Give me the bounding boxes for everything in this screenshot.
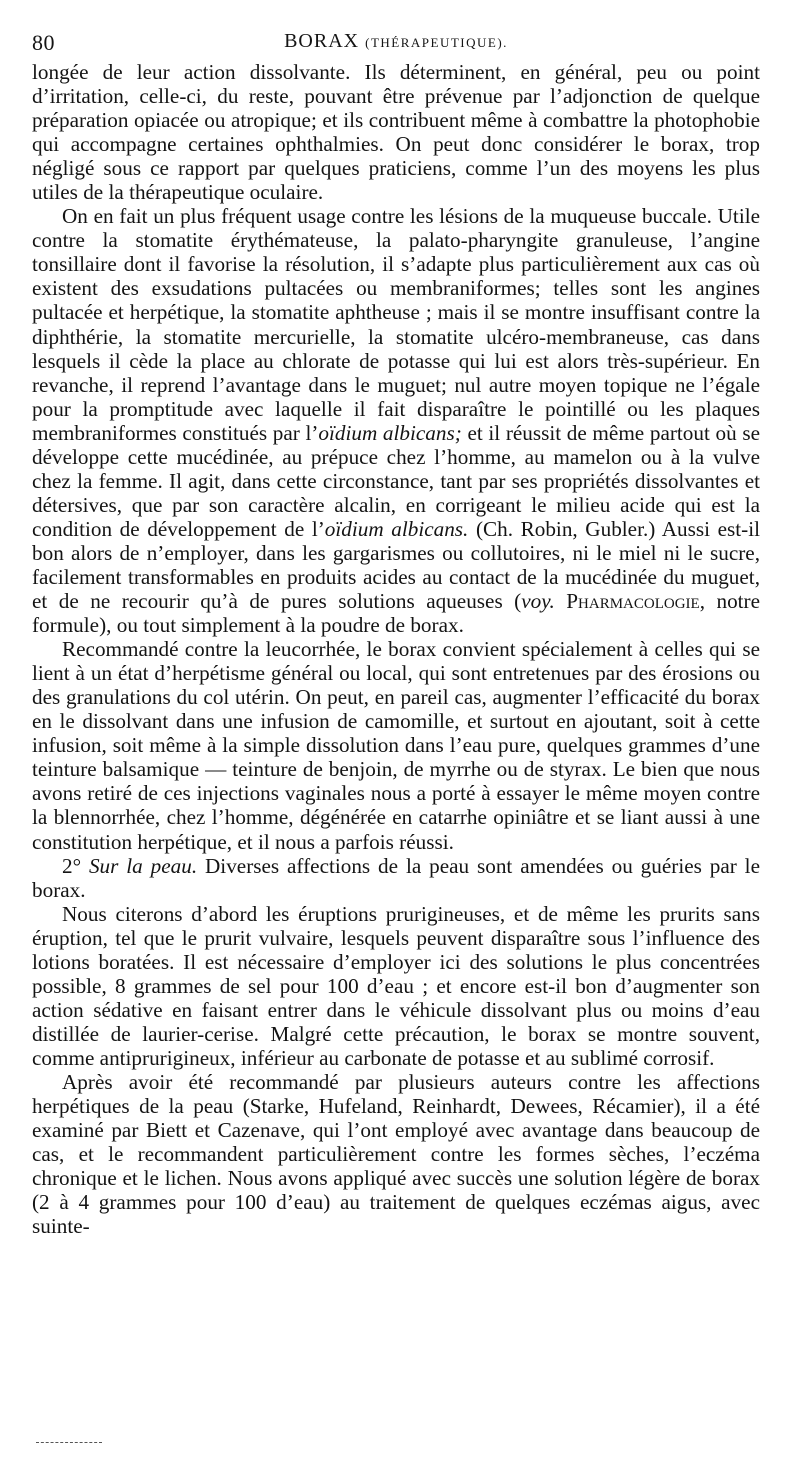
page-header — [32, 26, 760, 60]
italic-reference: voy. — [521, 589, 555, 614]
body-text — [32, 60, 760, 1238]
running-head-title: BORAX — [284, 30, 360, 52]
running-head-subtitle: (THÉRAPEUTIQUE). — [365, 35, 508, 50]
text-run: On en fait un plus fréquent usage contre les lésions de la muqueuse buccale. Utile contre la stomatite érythémateuse, la palato-pharyngite granuleuse, l’angine tonsillaire dont il favorise la résolution, il s’adapte plus particulièrement aux cas où existent des exsudations pultacées ou membraniformes; telles sont les angines pultacée et herpétique, la stomatite aphtheuse ; mais il se montre insuffisant contre la diphthérie, la stomatite mercurielle, la stomatite ulcéro-membraneuse, cas dans lesquels il cède la place au chlorate de potasse qui lui est alors très-supérieur. En revanche, il reprend l’avantage dans le muguet; nul autre moyen topique ne l’égale pour la promptitude avec laquelle il fait disparaître le pointillé ou les plaques membraniformes constitués par l’ — [32, 204, 760, 445]
text-run: et il réussit de même partout où se développe cette mucédinée, au prépuce chez l’homme, au mamelon ou à la vulve chez la femme. Il agit, dans cette circonstance, tant par ses propriétés dissolvantes et détersives, que par son caractère alcalin, en corrigeant le milieu acide qui est la condition de développement de l’ — [32, 420, 761, 541]
page-number: 80 — [32, 30, 55, 55]
running-head — [32, 30, 760, 53]
italic-term: oïdium albicans. — [324, 516, 469, 541]
section-number: 2° — [62, 853, 89, 878]
paragraph-prurigo: Nous citerons d’abord les éruptions prurigineuses, et de même les prurits sans éruption, tel que le prurit vulvaire, lesquels peuvent disparaître sous l’influence des lotions boratées. Il est nécessaire d’employer ici des solutions le plus concentrées possible, 8 grammes de sel pour 100 d’eau ; et encore est-il bon d’augmenter son action sédative en faisant entrer dans le véhicule dissolvant plus ou moins d’eau distillée de laurier-cerise. Malgré cette précaution, le borax se montre souvent, comme antiprurigineux, inférieur au carbonate de potasse et au sublimé corrosif. — [32, 901, 760, 1070]
section-heading-skin — [32, 854, 760, 902]
section-title: Sur la peau. — [88, 853, 198, 878]
text-run: (Ch. Robin, Gubler.) Aussi est-il bon alors de n’employer, dans les gargarismes ou collutoires, ni le miel ni le sucre, facilement transformables en produits acides au contact de la mucédinée du muguet, et de ne recourir qu’à de pures solutions aqueuses ( — [32, 516, 760, 614]
bottom-rule — [36, 1442, 102, 1443]
text-run: , notre formule), ou tout simplement à la poudre de borax. — [32, 589, 761, 638]
paragraph-herpetic-affections: Après avoir été recommandé par plusieurs auteurs contre les affections herpétiques de la peau (Starke, Hufeland, Reinhardt, Dewees, Récamier), il a été examiné par Biett et Cazenave, qui l’ont employé avec avantage dans beaucoup de cas, et le recommandent particulièrement contre les formes sèches, l’eczéma chronique et le lichen. Nous avons appliqué avec succès une solution légère de borax (2 à 4 grammes pour 100 d’eau) au traitement de quelques eczémas aigus, avec suinte- — [32, 1069, 760, 1239]
paragraph-buccal-mucosa — [32, 204, 760, 637]
paragraph-leucorrhea: Recommandé contre la leucorrhée, le borax convient spécialement à celles qui se lient à un état d’herpétisme général ou local, qui sont entretenues par des érosions ou des granulations du col utérin. On peut, en pareil cas, augmenter l’efficacité du borax en le dissolvant dans une infusion de camomille, et surtout en ajoutant, soit à cette infusion, soit même à la simple dissolution dans l’eau pure, quelques grammes d’une teinture balsamique — teinture de benjoin, de myrrhe ou de styrax. Le bien que nous avons retiré de ces injections vaginales nous a porté à essayer le même moyen contre la blennorrhée, chez l’homme, dégénérée en catarrhe opiniâtre et se liant aussi à une constitution herpétique, et il nous a parfois réussi. — [32, 637, 760, 854]
italic-term: oïdium albicans; — [318, 420, 462, 445]
paragraph-ocular-continuation: longée de leur action dissolvante. Ils déterminent, en général, peu ou point d’irritation, celle-ci, du reste, pouvant être prévenue par l’adjonction de quelque préparation opiacée ou atropique; et ils contribuent même à combattre la photophobie qui accompagne certaines ophthalmies. On peut donc considérer le borax, trop négligé sous ce rapport par quelques praticiens, comme l’un des moyens les plus utiles de la thérapeutique oculaire. — [32, 60, 760, 205]
smallcaps-reference: Pharmacologie — [566, 589, 700, 614]
text-run: Diverses affections de la peau sont amendées ou guéries par le borax. — [32, 853, 760, 902]
